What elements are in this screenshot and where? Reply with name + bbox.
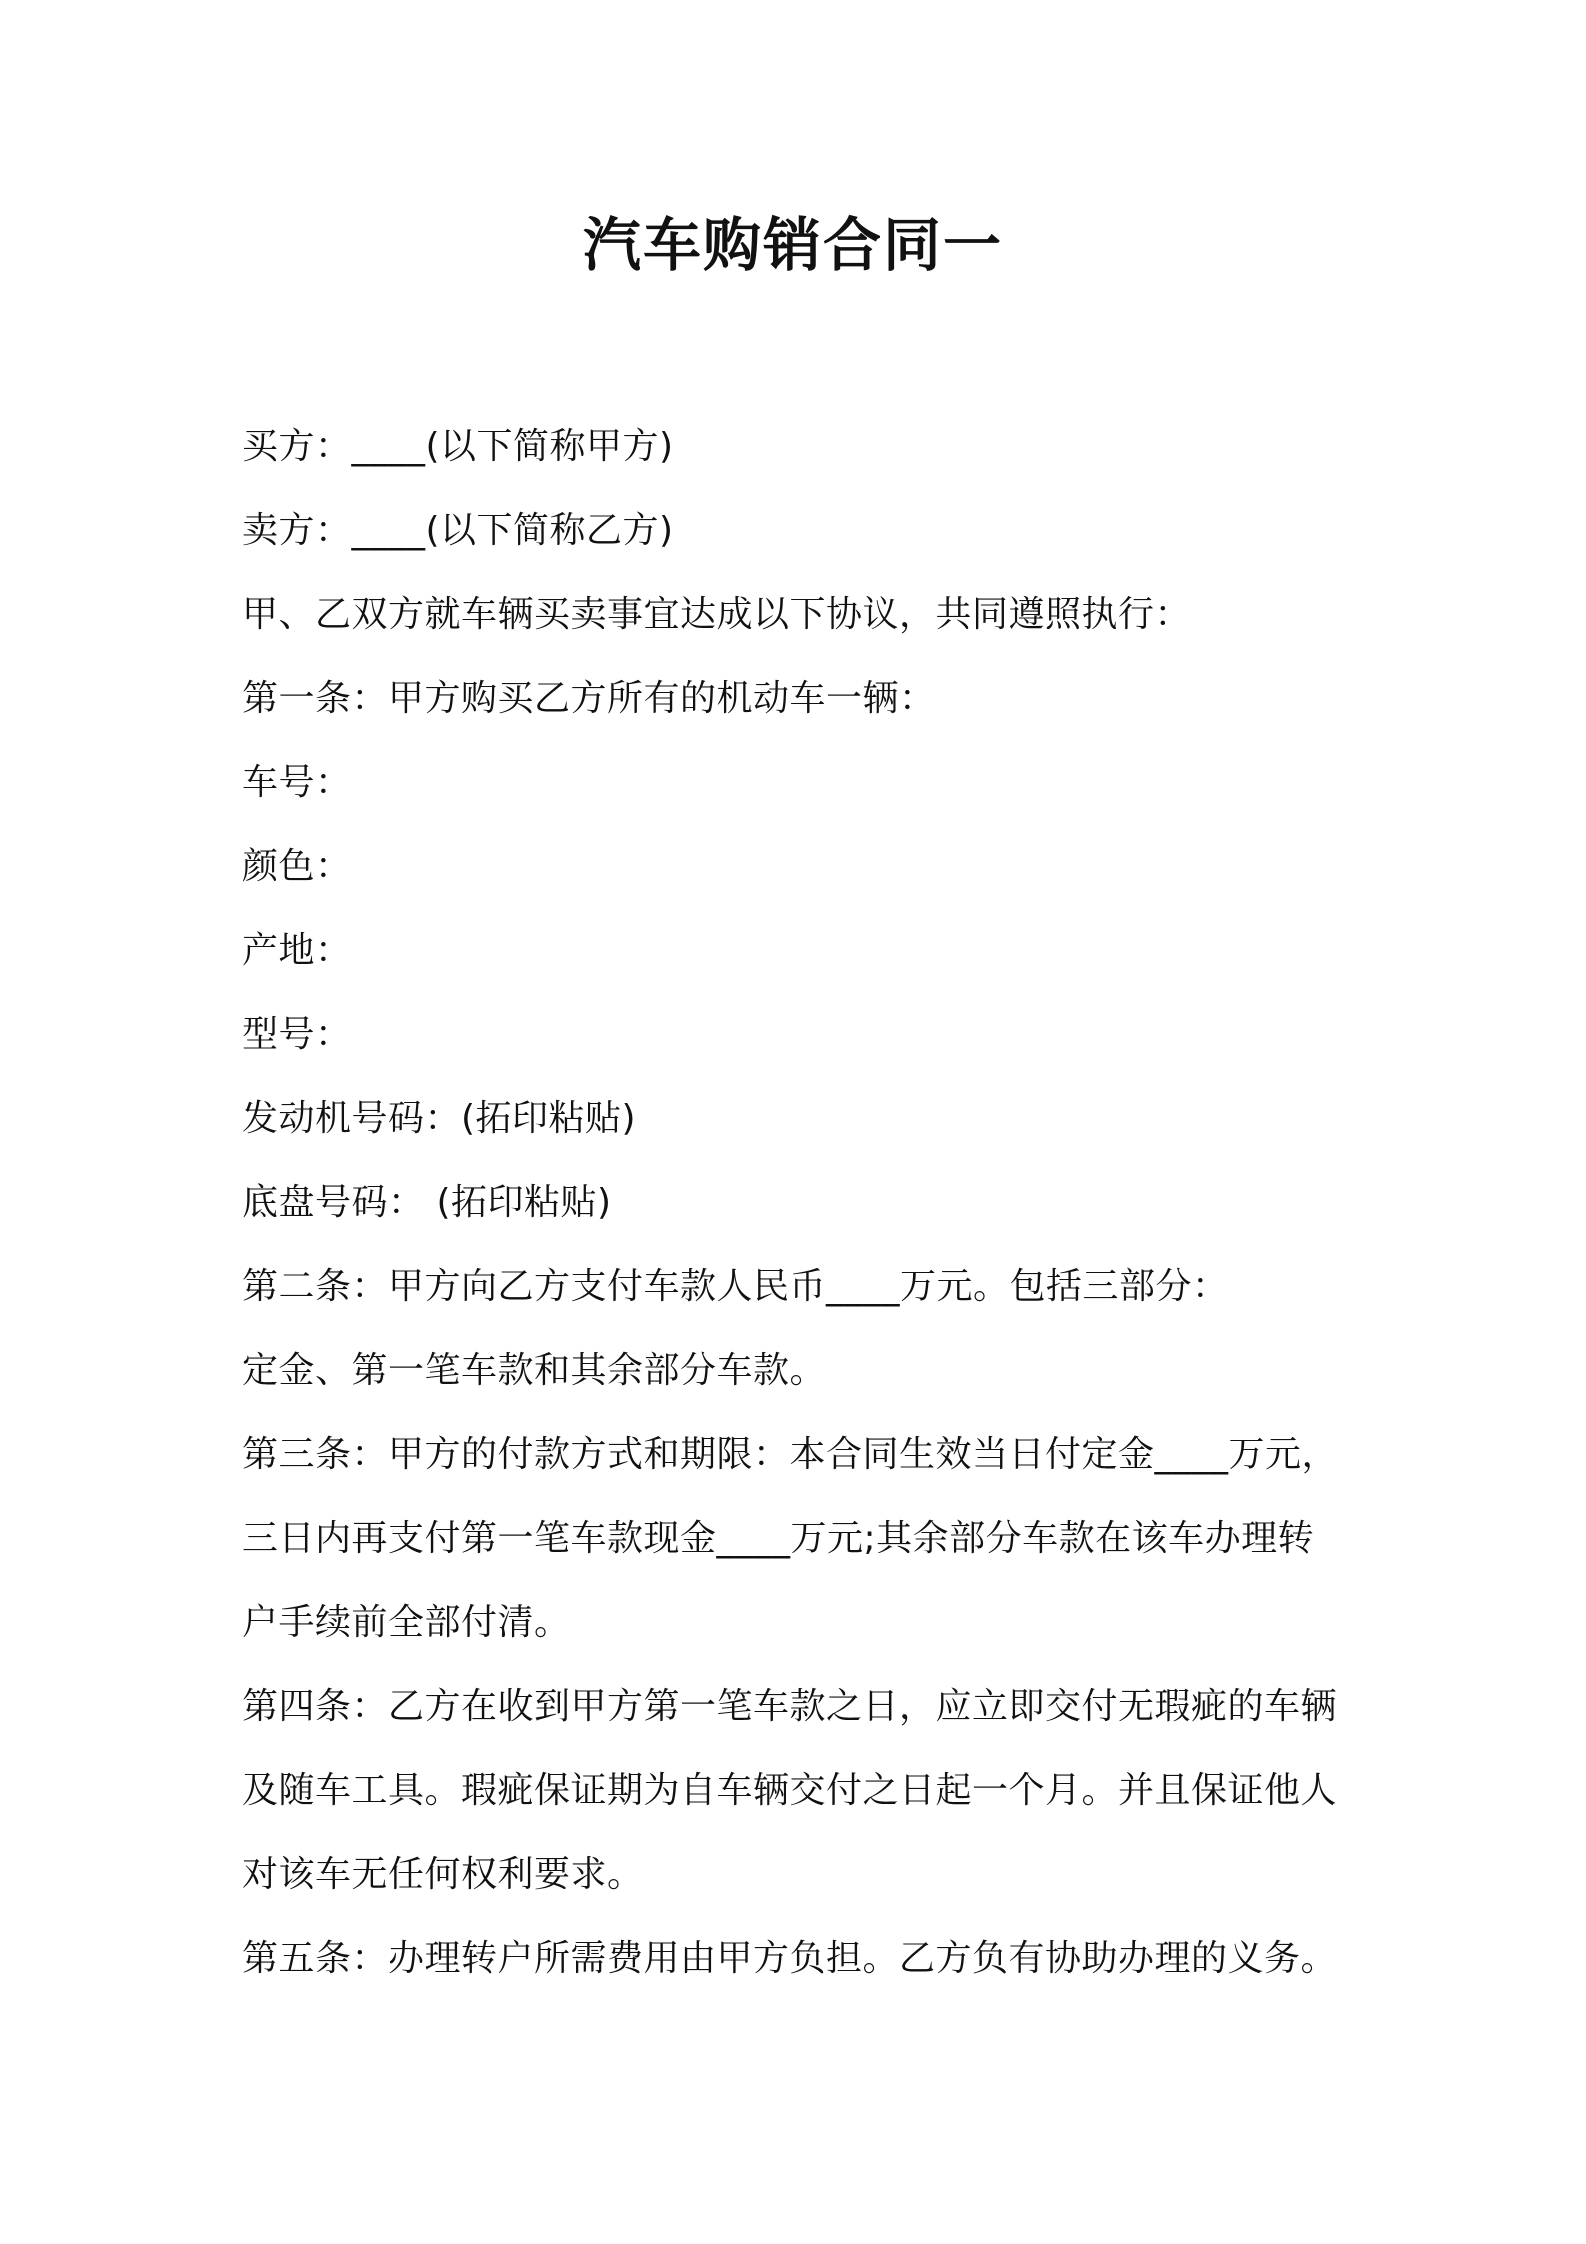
paragraph-origin: 产地：: [242, 930, 352, 971]
paragraph-article-4-cont-2: 对该车无任何权利要求。: [242, 1854, 644, 1895]
paragraph-preamble: 甲、乙双方就车辆买卖事宜达成以下协议，共同遵照执行：: [242, 594, 1192, 635]
paragraph-article-2-cont: 定金、第一笔车款和其余部分车款。: [242, 1350, 827, 1391]
paragraph-model: 型号：: [242, 1014, 352, 1055]
paragraph-article-3: 第三条：甲方的付款方式和期限：本合同生效当日付定金____万元，: [242, 1434, 1339, 1475]
paragraph-article-3-cont-2: 户手续前全部付清。: [242, 1602, 571, 1643]
paragraph-plate-number: 车号：: [242, 762, 352, 803]
paragraph-seller: 卖方：____(以下简称乙方): [242, 510, 674, 551]
paragraph-article-4-cont-1: 及随车工具。瑕疵保证期为自车辆交付之日起一个月。并且保证他人: [242, 1770, 1338, 1811]
paragraph-article-5: 第五条：办理转户所需费用由甲方负担。乙方负有协助办理的义务。: [242, 1938, 1338, 1979]
paragraph-buyer: 买方：____(以下简称甲方): [242, 426, 674, 467]
paragraph-color: 颜色：: [242, 846, 352, 887]
paragraph-article-4: 第四条：乙方在收到甲方第一笔车款之日，应立即交付无瑕疵的车辆: [242, 1686, 1338, 1727]
paragraph-article-1: 第一条：甲方购买乙方所有的机动车一辆：: [242, 678, 936, 719]
document-body: [242, 405, 1372, 2001]
paragraph-article-3-cont-1: 三日内再支付第一笔车款现金____万元;其余部分车款在该车办理转: [242, 1518, 1315, 1559]
paragraph-chassis-number: 底盘号码： (拓印粘贴): [242, 1182, 612, 1223]
document-title: 汽车购销合同一: [582, 211, 1003, 279]
paragraph-article-2: 第二条：甲方向乙方支付车款人民币____万元。包括三部分：: [242, 1266, 1229, 1307]
paragraph-engine-number: 发动机号码：(拓印粘贴): [242, 1098, 637, 1139]
